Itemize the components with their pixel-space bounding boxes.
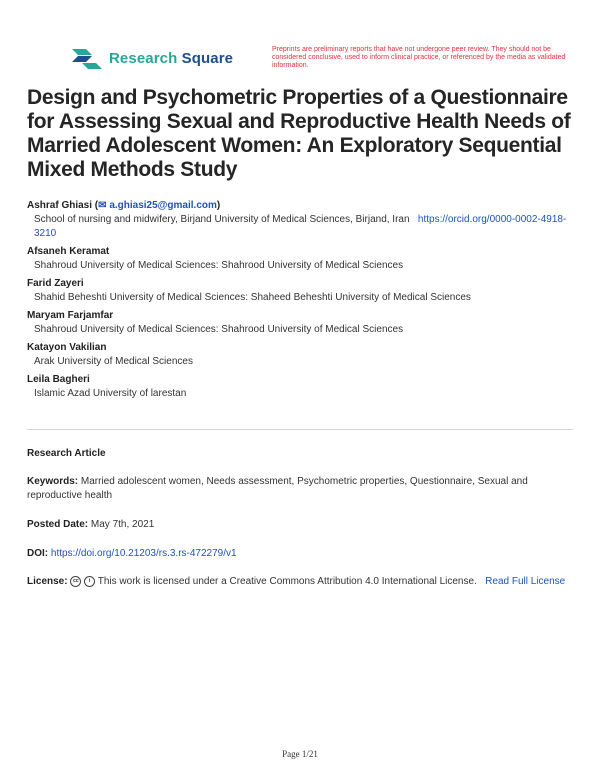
author-list (27, 199, 577, 405)
author-affiliation: School of nursing and midwifery, Birjand University of Medical Sciences, Birjand, Iran https://orcid.org/0000-0002-4918-3210 (34, 214, 567, 239)
author-name: Leila Bagheri (27, 374, 90, 385)
preprint-disclaimer: Preprints are preliminary reports that have not undergone peer review. They should not be considered conclusive, used to inform clinical practice, or referenced by the media as validated information. (272, 46, 566, 69)
author-affiliation: Shahroud University of Medical Sciences: Shahrood University of Medical Sciences (34, 324, 404, 335)
author-affiliation: Shahroud University of Medical Sciences: Shahrood University of Medical Sciences (34, 260, 404, 271)
paper-title: Design and Psychometric Properties of a Questionnaire for Assessing Sexual and Reproductive Health Needs of Married Adolescent Women: An Exploratory Sequential Mixed Methods Study (27, 86, 571, 181)
article-type: Research Article (27, 448, 106, 459)
brand-name: Research Square (109, 49, 234, 67)
envelope-icon: ✉ (98, 200, 107, 211)
author-name: Maryam Farjamfar (27, 310, 114, 321)
license: License: cc i This work is licensed under a Creative Commons Attribution 4.0 International License. Read Full License (27, 576, 566, 587)
read-full-license-link[interactable]: Read Full License (485, 576, 566, 587)
author-name: Afsaneh Keramat (27, 246, 110, 257)
author-name: Katayon Vakilian (27, 342, 107, 353)
author-affiliation: Shahid Beheshti University of Medical Sciences: Shaheed Beheshti University of Medical Sciences (34, 292, 471, 303)
creative-commons-icon: cc (70, 576, 81, 587)
page-number: Page 1/21 (282, 749, 318, 759)
orcid-link[interactable]: https://orcid.org/0000-0002-4918-3210 (34, 214, 567, 239)
attribution-icon: i (84, 576, 95, 587)
author-affiliation: Islamic Azad University of larestan (34, 388, 187, 399)
keywords: Keywords: Married adolescent women, Needs assessment, Psychometric properties, Questionnaire, Sexual and reproductive health (27, 476, 528, 501)
author-name: Farid Zayeri (27, 278, 84, 289)
author-name: Ashraf Ghiasi (✉ a.ghiasi25@gmail.com) (27, 200, 221, 211)
posted-date: Posted Date: May 7th, 2021 (27, 519, 155, 530)
research-square-logo-icon (72, 47, 102, 69)
research-square-logo[interactable] (72, 47, 233, 69)
doi: DOI: https://doi.org/10.21203/rs.3.rs-472279/v1 (27, 548, 237, 559)
section-divider (27, 429, 573, 430)
author-affiliation: Arak University of Medical Sciences (34, 356, 193, 367)
doi-link[interactable]: https://doi.org/10.21203/rs.3.rs-472279/v1 (50, 548, 237, 559)
author-email[interactable]: ✉ a.ghiasi25@gmail.com (98, 200, 217, 211)
